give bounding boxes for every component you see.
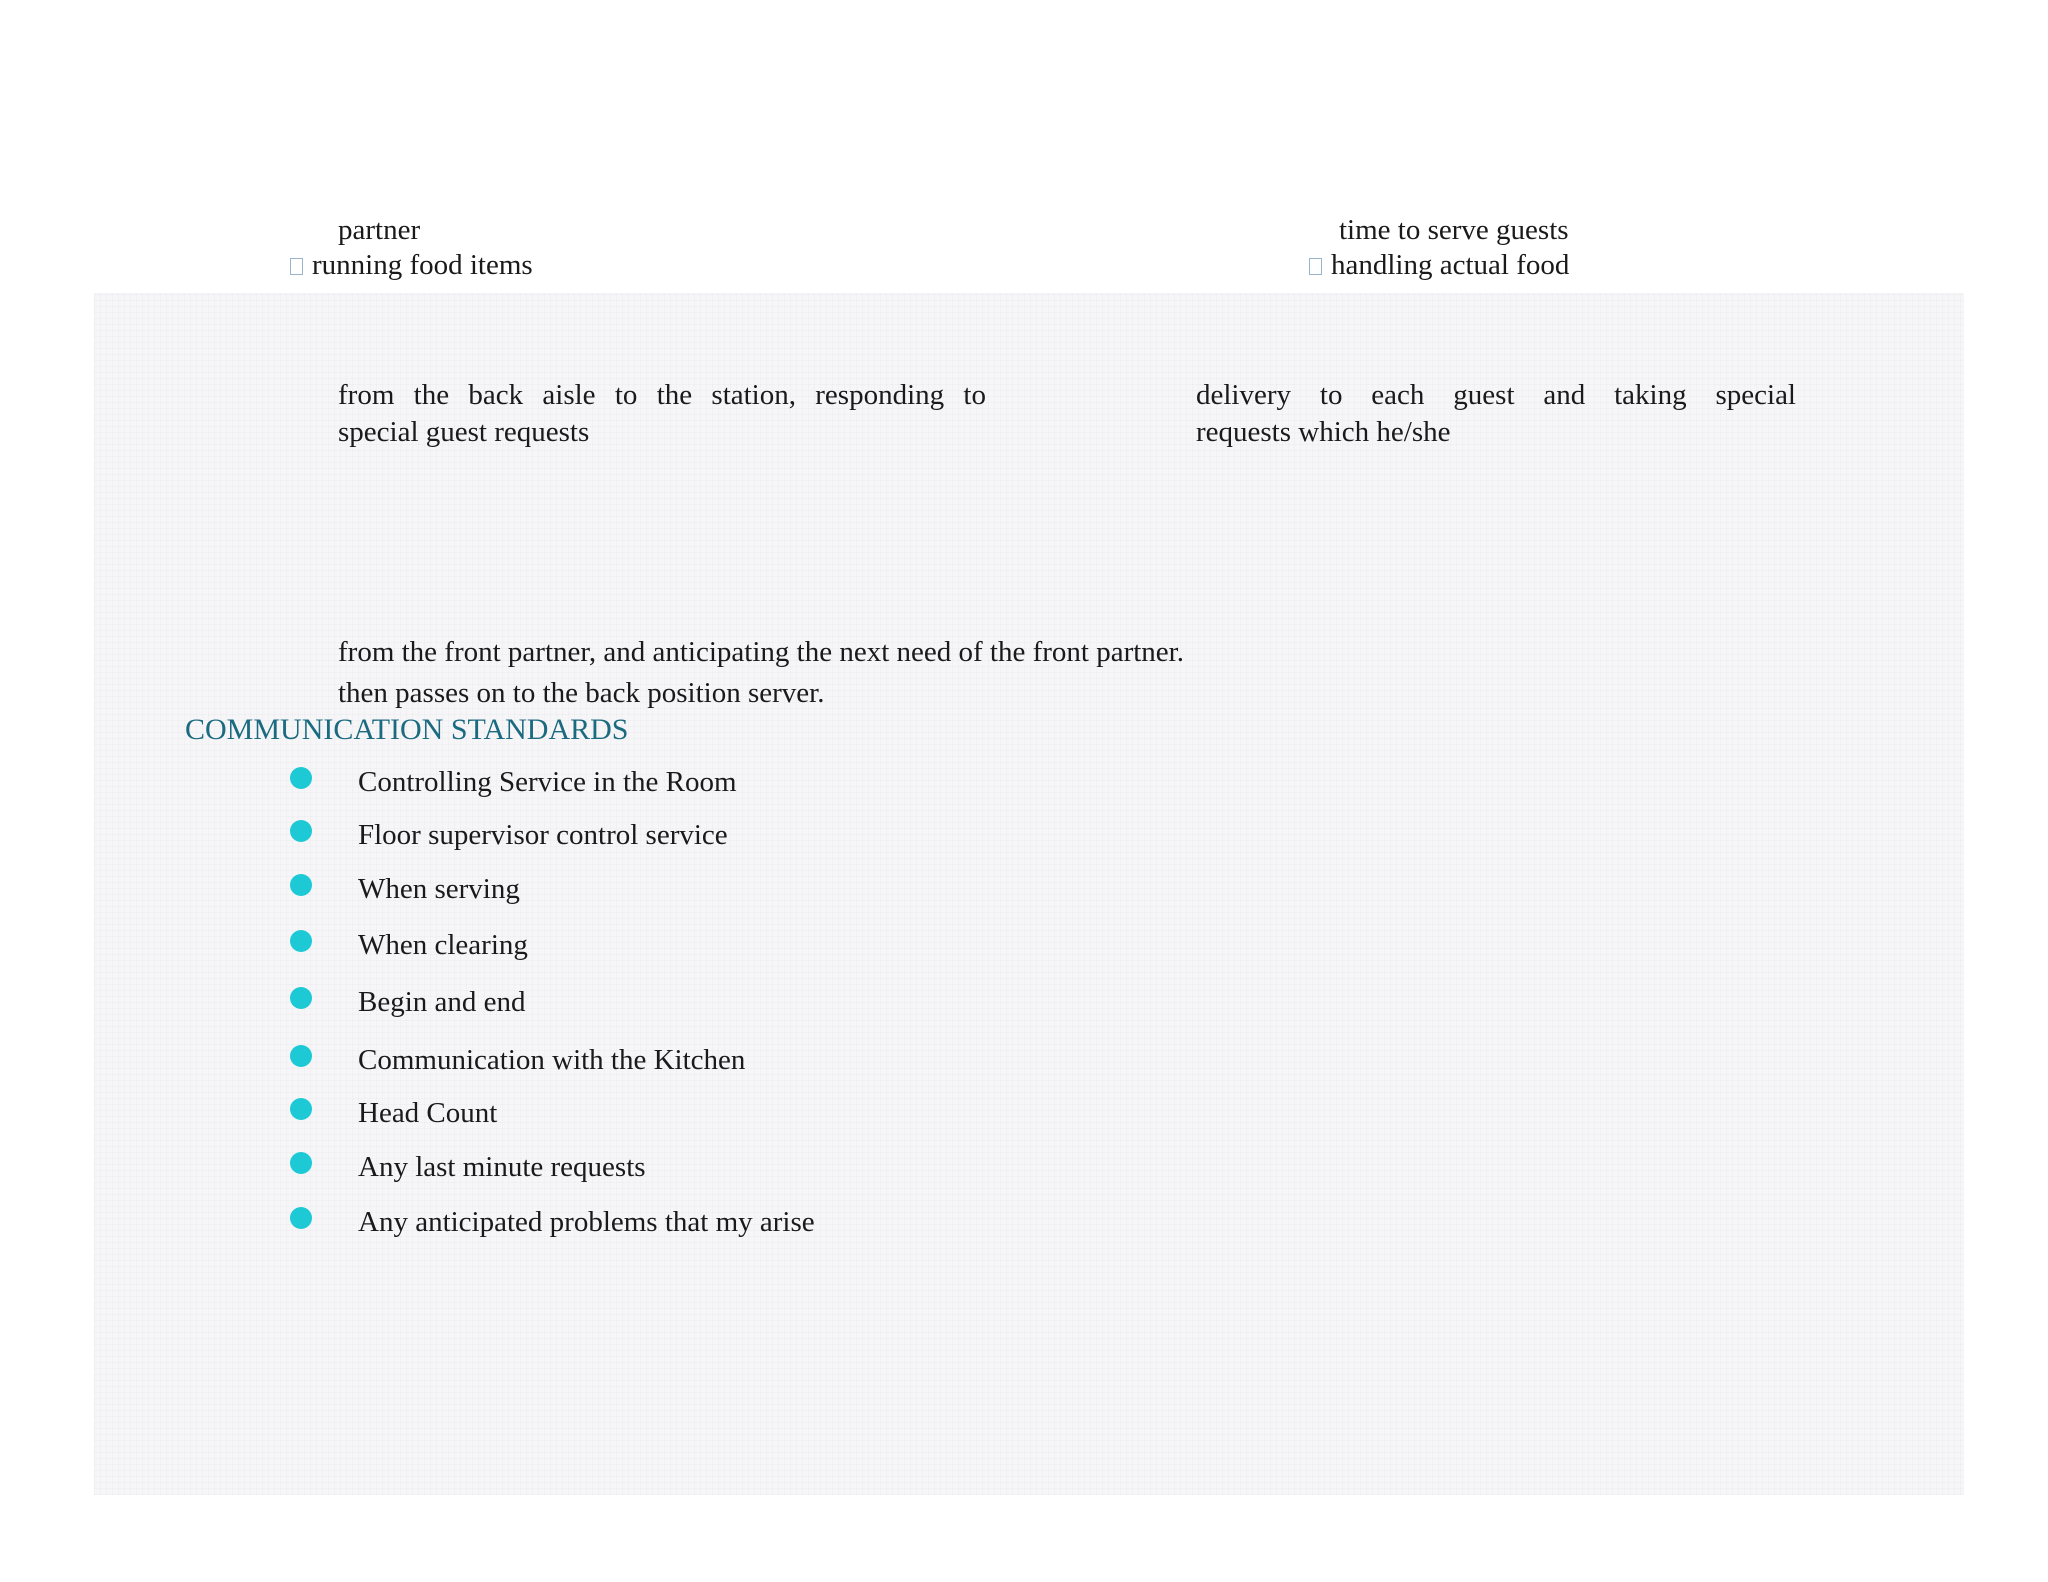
mid-right-line-2: requests which he/she [1196, 416, 1451, 448]
list-item-text: Floor supervisor control service [358, 819, 728, 851]
top-left-line: partner [338, 214, 421, 246]
box-icon [290, 258, 303, 275]
bullet-dot-icon [290, 820, 312, 842]
list-item-text: Any last minute requests [358, 1151, 646, 1183]
list-item-text: Any anticipated problems that my arise [358, 1206, 815, 1238]
top-right-item-text: handling actual food [1331, 249, 1570, 281]
bullet-dot-icon [290, 930, 312, 952]
mid-right-line-1: delivery to each guest and taking special [1196, 379, 1796, 411]
box-icon [1309, 258, 1322, 275]
mid-left-line-1: from the back aisle to the station, responding to [338, 379, 986, 411]
list-item-text: When clearing [358, 929, 528, 961]
bullet-dot-icon [290, 767, 312, 789]
list-item-text: Head Count [358, 1097, 498, 1129]
bullet-dot-icon [290, 1207, 312, 1229]
bullet-dot-icon [290, 1152, 312, 1174]
lower-line-2: then passes on to the back position server. [338, 677, 825, 709]
lower-line-1: from the front partner, and anticipating the next need of the front partner. [338, 636, 1184, 668]
bullet-dot-icon [290, 1045, 312, 1067]
top-right-item [1309, 247, 1569, 283]
mid-left-line-2: special guest requests [338, 416, 590, 448]
list-item-text: Communication with the Kitchen [358, 1044, 746, 1076]
list-item-text: When serving [358, 873, 520, 905]
top-right-line: time to serve guests [1339, 214, 1569, 246]
bullet-dot-icon [290, 1098, 312, 1120]
top-left-item-text: running food items [312, 249, 533, 281]
top-left-item [290, 247, 533, 283]
list-item-text: Begin and end [358, 986, 526, 1018]
section-heading: COMMUNICATION STANDARDS [185, 713, 629, 746]
bullet-dot-icon [290, 874, 312, 896]
list-item-text: Controlling Service in the Room [358, 766, 737, 798]
bullet-dot-icon [290, 987, 312, 1009]
